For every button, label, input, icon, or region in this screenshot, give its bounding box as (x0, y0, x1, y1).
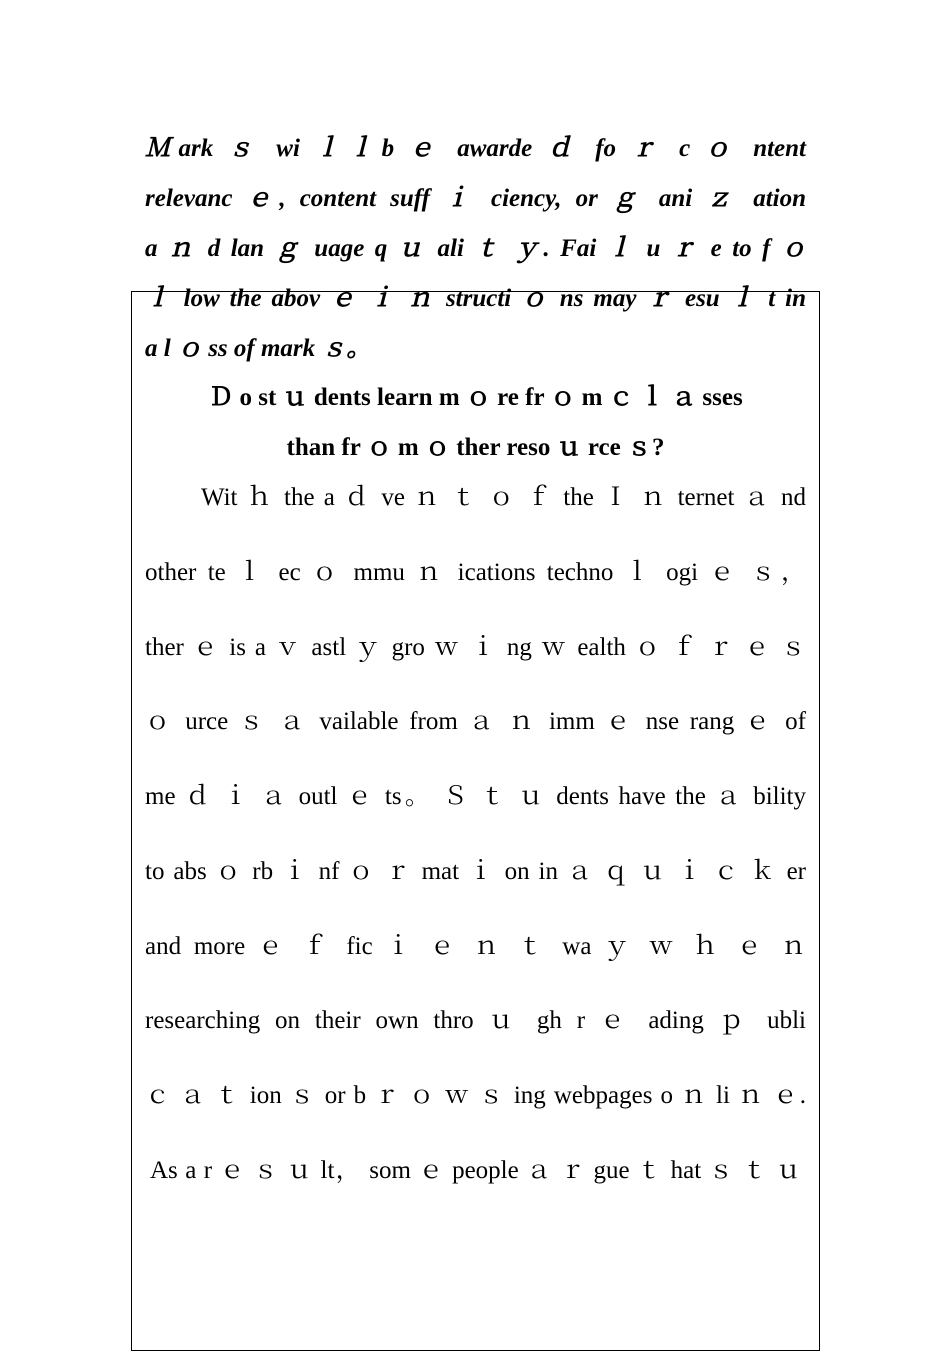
essay-line: to abs ｏ rb ｉ nf ｏ ｒ mat ｉ on in ａ ｑ ｕ ｉ ｃ ｋ er (145, 858, 806, 885)
essay-line: Wit ｈ the a ｄ ve ｎ ｔ ｏ ｆ the Ｉ ｎ ternet ａ nd (201, 484, 806, 511)
essay-line: and more ｅ ｆ fic ｉ ｅ ｎ ｔ wa ｙ ｗ ｈ ｅ ｎ (145, 933, 806, 960)
essay-line: researching on their own thro ｕ gh r ｅ ading ｐ ubli (145, 1007, 806, 1034)
essay-line: ｃ ａ ｔ ion ｓ or b ｒ ｏ ｗ ｓ ing webpages o ｎ li ｎ ｅ. (145, 1082, 806, 1109)
instruction-line: a l ｏ ss of mark ｓ。 (145, 335, 372, 362)
essay-line: ther ｅ is a ｖ astl ｙ gro ｗ ｉ ng ｗ ealth ｏ ｆ ｒ ｅ ｓ (145, 634, 806, 661)
essay-title-line: than fr ｏ m ｏ ther reso ｕ rce ｓ? (286, 434, 665, 461)
essay-title-line: Ｄ o st ｕ dents learn m ｏ re fr ｏ m ｃ ｌ ａ sses (208, 384, 743, 411)
essay-line: other te ｌ ec ｏ mmu ｎ ications techno ｌ ogi ｅ ｓ， (145, 559, 806, 586)
instruction-line: Ｍark ｓ wi ｌｌb ｅ awarde ｄ fo ｒ c ｏ ntent (145, 135, 806, 162)
instruction-line: a ｎ d lan ｇ uage q ｕ ali ｔ ｙ. Fai ｌ u ｒ e to f ｏ (145, 235, 806, 262)
instruction-line: ｌ low the abov ｅ ｉ ｎ structi ｏ ns may ｒ esu ｌ t in (145, 285, 806, 312)
essay-line: ｏ urce ｓ ａ vailable from ａ ｎ imm ｅ nse rang ｅ of (145, 708, 806, 735)
essay-line: As a r ｅ ｓ ｕ lt， som ｅ people ａ ｒ gue ｔ hat ｓ ｔ ｕ (150, 1157, 801, 1184)
instruction-line: relevanc ｅ, content suff ｉ ciency, or ｇ ani ｚ ation (145, 185, 806, 212)
essay-line: me ｄ ｉ ａ outl ｅ ts。 Ｓ ｔ ｕ dents have the ａ bility (145, 783, 806, 810)
